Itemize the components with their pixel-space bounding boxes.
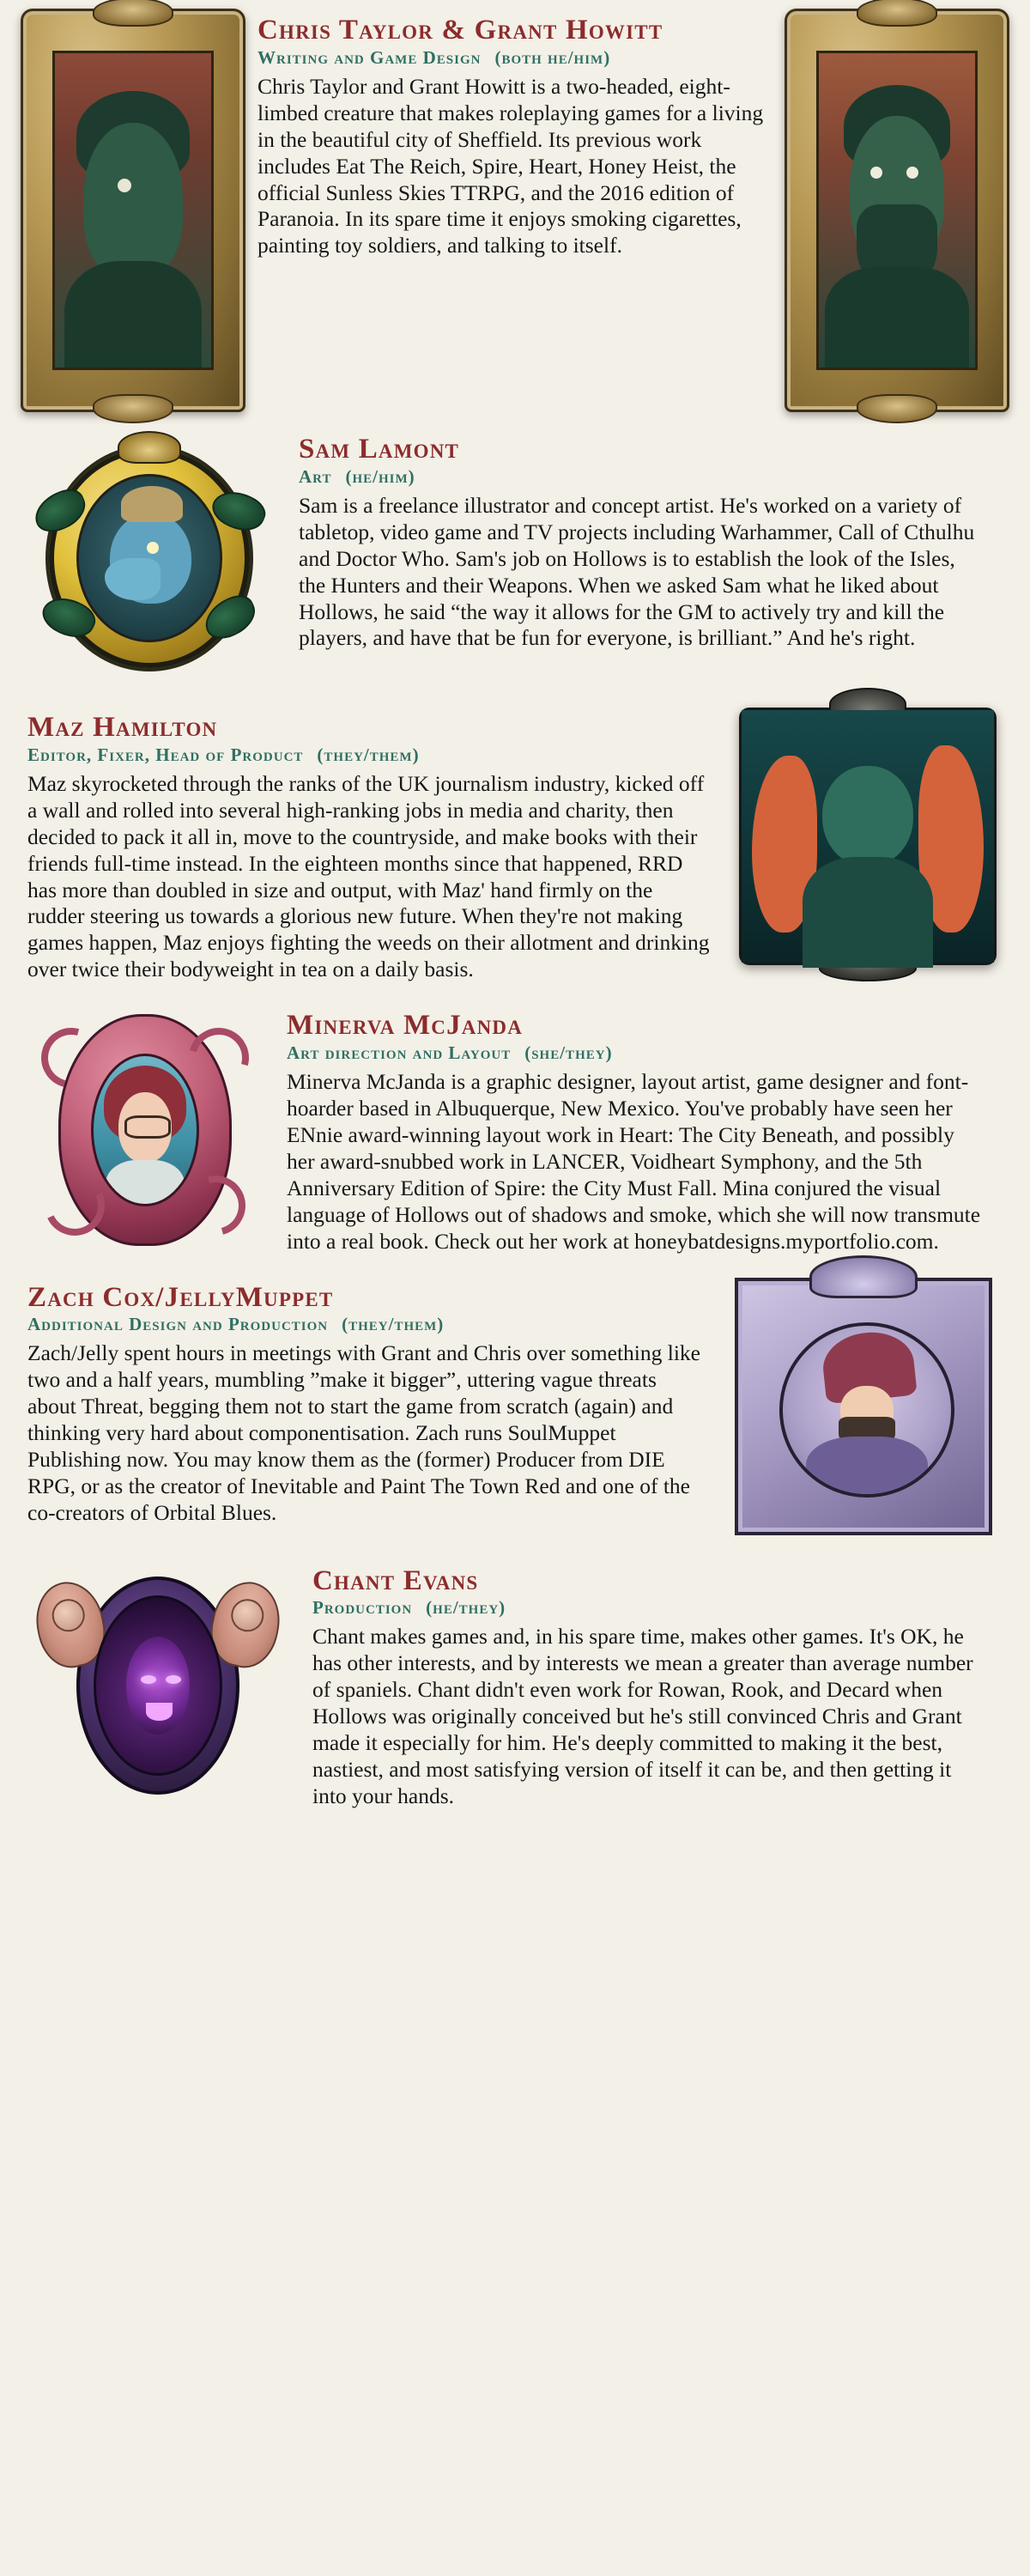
credit-role: Additional Design and Production [27,1314,329,1335]
credit-bio: Chris Taylor and Grant Howitt is a two-headed, eight-limbed creature that makes roleplaying games for a living in the beautiful city of Sheffield. Its previous work includes Eat The Reich, Spire, Heart, Honey Heist, the official Sunless Skies TTRPG, and the 2016 edition of Paranoia. In its spare time it enjoys smoking cigarettes, painting toy soldiers, and talking to itself. [258,73,764,258]
portrait-chris-taylor [21,9,245,412]
credit-name: Minerva McJanda [287,1010,524,1042]
credit-name: Sam Lamont [299,434,460,465]
credit-entry-zach-cox-jellymuppet [0,1255,1030,1535]
credit-text-sam-lamont [278,429,1009,652]
credit-entry-sam-lamont [0,412,1030,687]
lavender-square-frame-icon [735,1278,992,1535]
credit-role-line [27,744,714,766]
credit-text-maz-hamilton [21,708,726,983]
credit-role-line [299,466,985,488]
credit-pronouns: (they/them) [342,1314,445,1335]
credit-entry-chant-evans [0,1535,1030,1810]
credit-text-chris-taylor-grant-howitt [245,9,785,259]
credit-pronouns: (he/they) [426,1597,506,1619]
credit-role: Writing and Game Design [258,46,482,68]
credit-text-zach-cox-jellymuppet [21,1278,718,1527]
cherub-oval-frame-icon [42,1561,274,1810]
portrait-chant-evans [21,1561,295,1810]
credit-role-line [312,1597,985,1619]
ornate-gold-frame-icon [21,9,245,412]
credit-pronouns: (she/they) [524,1042,613,1064]
ornate-oval-frame-icon [37,429,262,687]
ornate-gold-frame-icon [785,9,1009,412]
portrait-maz-hamilton [726,708,1009,965]
portrait-sam-lamont [21,429,278,687]
credit-name: Zach Cox/JellyMuppet [27,1281,334,1313]
portrait-artwork [76,474,222,642]
portrait-zach-cox [718,1278,1009,1535]
credit-bio: Minerva McJanda is a graphic designer, layout artist, game designer and font-hoarder based in Albuquerque, New Mexico. You've probably have seen her ENnie award-winning layout work in Heart: The City Beneath, and possibly her award-snubbed work in LANCER, Voidheart Symphony, and the 5th Anniversary Edition of Spire: the City Must Fall. Mina conjured the visual language of Hollows out of shadows and smoke, which she will now transmute into a real book. Check out her work at honeybatdesigns.myportfolio.com. [287,1069,981,1254]
credit-role: Production [312,1597,413,1619]
credit-name: Chant Evans [312,1564,479,1596]
credit-role: Art direction and Layout [287,1042,512,1064]
credit-name: Chris Taylor & Grant Howitt [258,15,663,46]
credit-pronouns: (he/him) [345,465,415,487]
credit-bio: Maz skyrocketed through the ranks of the UK journalism industry, kicked off a wall and rolled into several high-ranking jobs in media and charity, then decided to pack it all in, move to the countryside, and make books with their friends full-time instead. In the eighteen months since that happened, RRD has more than doubled in size and output, with Maz' hand firmly on the rudder steering us towards a glorious new future. When they're not making games happen, Maz enjoys fighting the weeds on their allotment and drinking over twice their bodyweight in tea on a daily basis. [27,770,710,982]
portrait-artwork [52,51,214,370]
credit-text-minerva-mcjanda [270,1005,1009,1255]
credit-bio: Zach/Jelly spent hours in meetings with Grant and Chris over something like two and a half years, mumbling ”make it bigger”, uttering vague threats about Threat, begging them not to start the game from scratch (again) and thinking very hard about componentisation. Zach runs SoulMuppet Publishing now. You may know them as the (former) Producer from DIE RPG, or as the creator of Inevitable and Paint The Town Red and one of the co-creators of Orbital Blues. [27,1340,700,1526]
portrait-artwork [94,1595,222,1776]
portrait-artwork [91,1054,199,1206]
credit-role: Editor, Fixer, Head of Product [27,744,304,765]
portrait-artwork [779,1322,954,1498]
credit-entry-maz-hamilton [0,687,1030,983]
credit-role-line [258,47,772,69]
credit-bio: Sam is a freelance illustrator and concept artist. He's worked on a variety of tabletop, video game and TV projects including Warhammer, Call of Cthulhu and Doctor Who. Sam's job on Hollows is to establish the look of the Isles, the Hunters and their Weapons. When we asked Sam what he liked about Hollows, he said “the way it allows for the GM to actively try and kill the players, and have that be fun for everyone, is brilliant.” And he's right. [299,492,975,651]
ornate-dark-frame-icon [739,708,997,965]
credit-role-line [287,1042,985,1064]
credit-name: Maz Hamilton [27,712,218,743]
credit-role: Art [299,465,332,487]
credit-text-chant-evans [295,1561,1009,1810]
credit-pronouns: (they/them) [317,744,420,765]
portrait-grant-howitt [785,9,1009,412]
credit-role-line [27,1314,706,1335]
credit-pronouns: (both he/him) [494,46,611,68]
credit-entry-chris-taylor-grant-howitt [0,0,1030,412]
portrait-minerva-mcjanda [21,1005,270,1255]
ornate-pink-frame-icon [46,1005,244,1255]
portrait-artwork [816,51,978,370]
credit-entry-minerva-mcjanda [0,983,1030,1255]
portrait-artwork [781,756,954,916]
credit-bio: Chant makes games and, in his spare time, makes other games. It's OK, he has other interests, and by interests we mean a greater than average number of spaniels. Chant didn't even work for Rowan, Rook, and Decard when Hollows was originally conceived but he's still convinced Chris and Grant made it especially for him. He's deeply committed to making it the best, nastiest, and most satisfying version of itself it can be, and then getting it into your hands. [312,1624,973,1809]
